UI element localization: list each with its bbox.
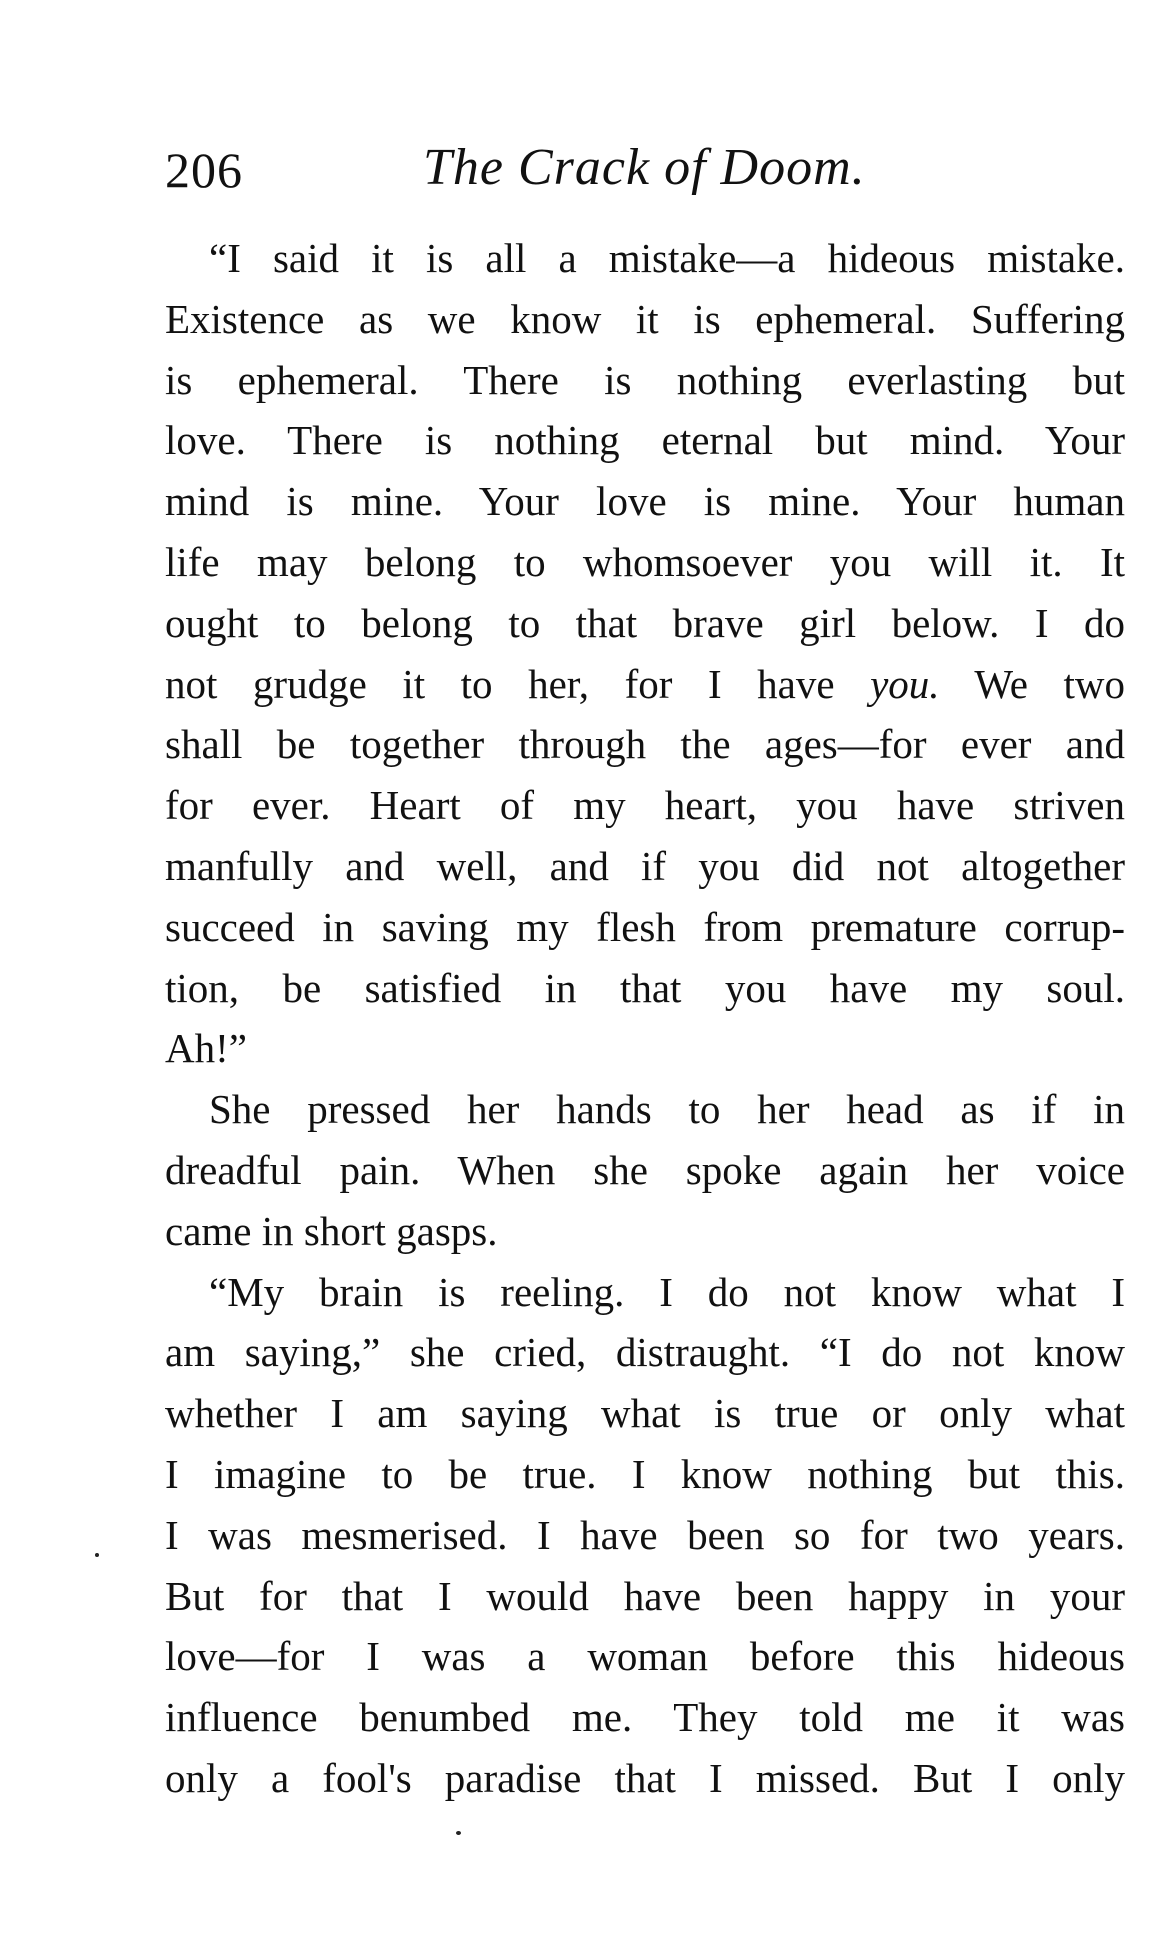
print-speck	[95, 1553, 99, 1557]
body-text	[165, 228, 1125, 1809]
page-number: 206	[165, 142, 243, 198]
text-line: shall be together through the ages—for ever and	[165, 721, 1125, 768]
text-line: only a fool's paradise that I missed. But I only	[165, 1754, 1125, 1801]
text-line: manfully and well, and if you did not altogether	[165, 842, 1125, 889]
text-line: came in short gasps.	[165, 1207, 498, 1254]
text-line: influence benumbed me. They told me it was	[165, 1694, 1125, 1741]
text-line	[165, 654, 1125, 715]
text-line: whether I am saying what is true or only what	[165, 1390, 1125, 1437]
text-line: mind is mine. Your love is mine. Your human	[165, 478, 1125, 525]
text-line: I imagine to be true. I know nothing but this.	[165, 1450, 1125, 1497]
text-line: for ever. Heart of my heart, you have striven	[165, 782, 1125, 829]
paragraph	[165, 1079, 1125, 1261]
text-line: succeed in saving my flesh from premature corrup-	[165, 903, 1125, 950]
paragraph	[165, 1262, 1125, 1809]
page-header	[165, 136, 1135, 206]
text-line: Existence as we know it is ephemeral. Suffering	[165, 295, 1125, 342]
text-line: life may belong to whomsoever you will it. It	[165, 538, 1125, 585]
text-line: love—for I was a woman before this hideous	[165, 1633, 1125, 1680]
text-line: am saying,” she cried, distraught. “I do not know	[165, 1329, 1125, 1376]
text-line: ought to belong to that brave girl below. I do	[165, 599, 1125, 646]
text-line: tion, be satisfied in that you have my soul.	[165, 964, 1125, 1011]
text-line: She pressed her hands to her head as if in	[209, 1086, 1125, 1133]
paragraph	[165, 228, 1125, 1079]
text-line: love. There is nothing eternal but mind. Your	[165, 417, 1125, 464]
text-segment: not grudge it to her, for I have you. We two	[165, 660, 1126, 707]
text-line: Ah!”	[165, 1025, 247, 1072]
text-line: But for that I would have been happy in your	[165, 1572, 1125, 1619]
text-line: “My brain is reeling. I do not know what I	[209, 1268, 1125, 1315]
text-line: is ephemeral. There is nothing everlasting but	[165, 356, 1125, 403]
print-speck	[456, 1831, 461, 1835]
text-line: “I said it is all a mistake—a hideous mistake.	[209, 235, 1125, 281]
running-title: The Crack of Doom.	[423, 139, 866, 196]
text-line: I was mesmerised. I have been so for two years.	[165, 1511, 1125, 1558]
text-line: dreadful pain. When she spoke again her voice	[165, 1146, 1125, 1193]
